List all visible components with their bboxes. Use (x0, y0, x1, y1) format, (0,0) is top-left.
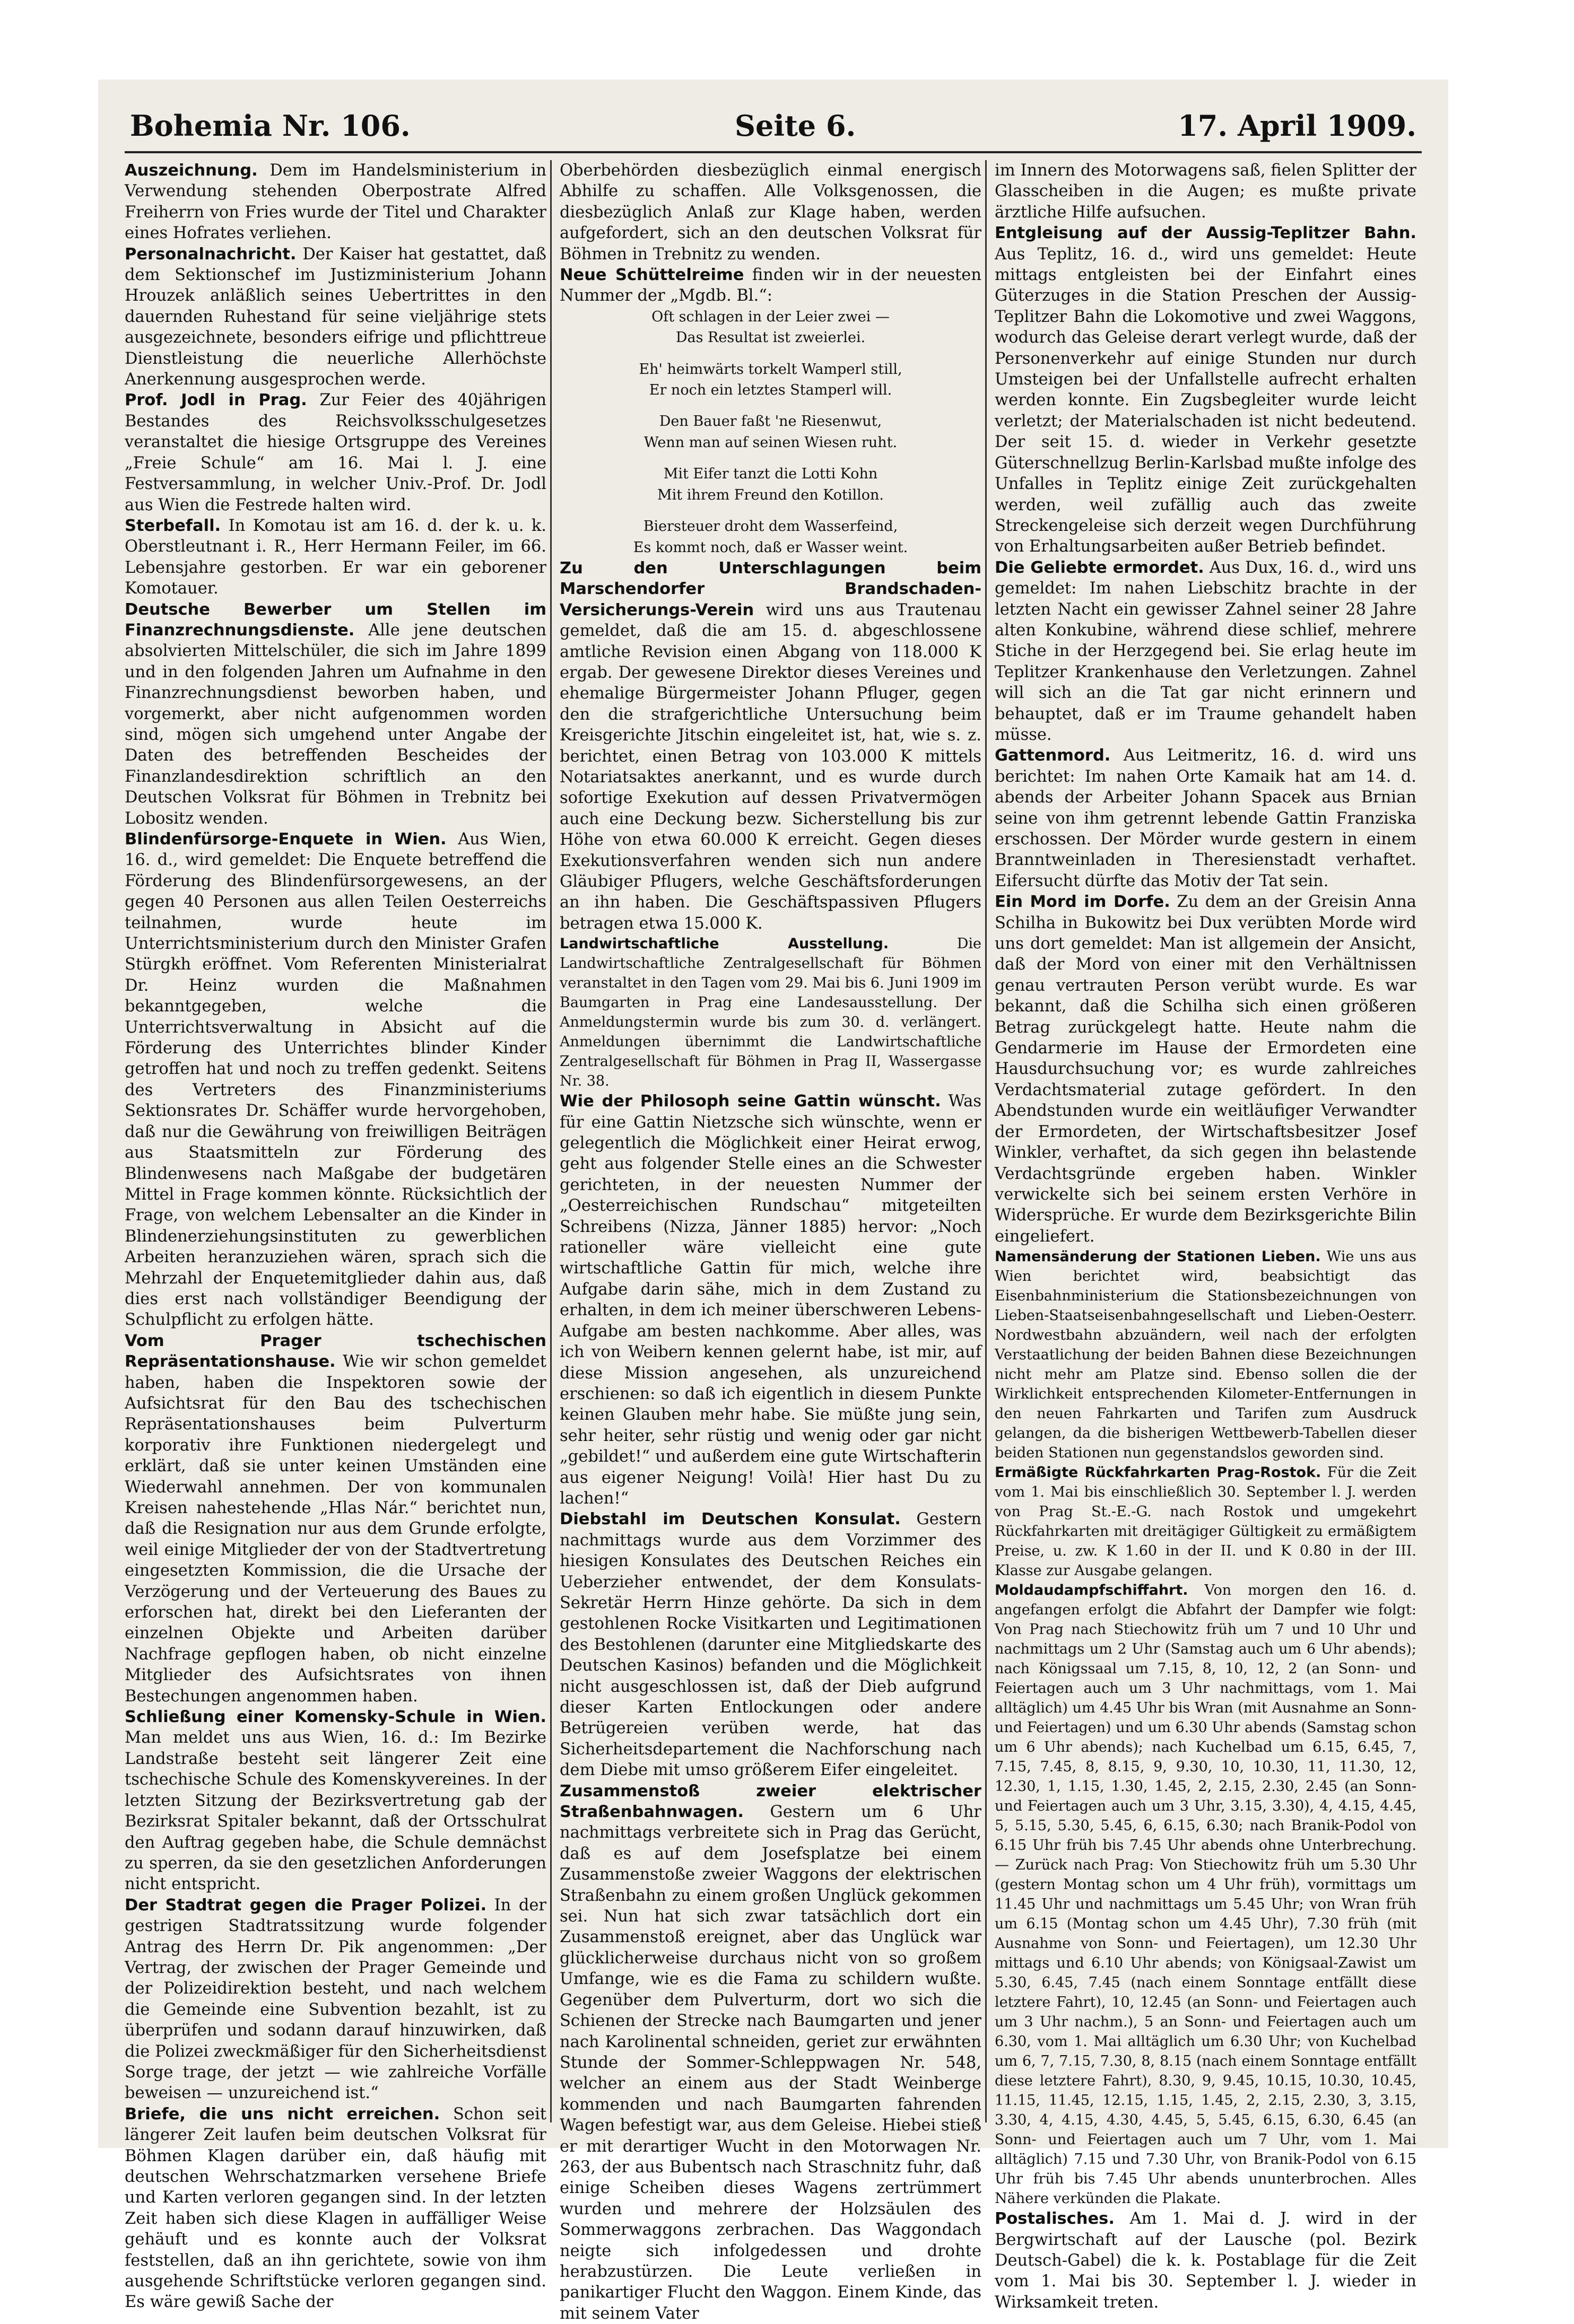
verse-line: Eh' heimwärts torkelt Wamperl still, (639, 361, 902, 378)
article-body: Am 1. Mai d. J. wird in der Bergwirtschaft auf der Lausche (pol. Bezirk Deutsch-Gabel) die k. k. Postablage für die Zeit vom 1. Mai bis 30. September l. J. wieder in Wirksamkeit treten. (995, 2209, 1416, 2312)
article-heading: Wie der Philosoph seine Gattin wünscht. (560, 1092, 941, 1111)
article-body: Aus Leitmeritz, 16. d. wird uns berichtet: Im nahen Orte Kamaik hat am 14. d. abends der Arbeiter Johann Spacek aus Brnian seine von ihm getrennt lebende Gattin Franziska erschossen. Der Mörder wurde gestern in einem Branntweinladen in Theresienstadt verhaftet. Eifersucht dürfte das Motiv der Tat sein. (995, 746, 1416, 890)
article-auszeichnung (125, 160, 546, 244)
article-heading: Namensänderung der Stationen Lieben. (995, 1248, 1321, 1265)
verse-block (560, 307, 981, 558)
verse-line: Den Bauer faßt 'ne Riesenwut, (659, 413, 882, 430)
article-heading: Postalisches. (995, 2209, 1115, 2229)
article-body: Was für eine Gattin Nietzsche sich wünschte, wenn er gelegentlich die Möglichkeit einer Heirat erwog, geht aus folgender Stelle eines an die Schwester gerichteten, in der neuesten Nummer der „Oesterreichischen Rundschau“ mitgeteilten Schreibens (Nizza, Jänner 1885) hervor: „Noch rationeller wäre vielleicht eine gute wirtschaftliche Gattin für mich, welche ihre Aufgabe darin sähe, mich in dem Zustand zu erhalten, in dem ich meiner überschweren Lebens-Aufgabe am besten nachkomme. Aber alles, was ich von Weibern kennen gelernt habe, ist mir, auf diese Mission angesehen, als unzureichend erschienen: so daß ich eigentlich in diesem Punkte keinen Glauben mehr habe. Sie müßte jung sein, sehr heiter, sehr rüstig und wenig oder gar nicht „gebildet!“ und außerdem eine gute Wirtschafterin aus eigener Neigung! Voilà! Hier hast Du zu lachen!“ (560, 1092, 981, 1508)
article-personalnachricht (125, 244, 546, 390)
verse-line: Biersteuer droht dem Wasserfeind, (643, 518, 898, 535)
article-heading: Deutsche Bewerber um Stellen im Finanzrechnungsdienste. (125, 600, 546, 640)
article-philosoph (560, 1091, 981, 1509)
article-heading: Schließung einer Komensky-Schule in Wien. (125, 1708, 546, 1727)
article-mord-im-dorfe (995, 892, 1416, 1247)
column-1 (125, 160, 547, 2312)
article-body: Dem im Handelsministerium in Verwendung stehenden Oberpostrate Alfred Freiherrn von Fries wurde der Titel und Charakter eines Hofrates verliehen. (125, 161, 546, 243)
article-gattenmord (995, 745, 1416, 892)
article-body: Zu dem an der Greisin Anna Schilha in Bukowitz bei Dux verübten Morde wird uns dort gemeldet: Man ist allgemein der Ansicht, daß der Mord von einer mit den Verhältnissen genau vertrauten Person verübt wurde. Es war bekannt, daß die Schilha sich einen größeren Betrag zurückgelegt hatte. Heute nahm die Gendarmerie im Hause der Ermordeten eine Hausdurchsuchung vor; es wurde zahlreiches Verdachtsmaterial zutage gefördert. In den Abendstunden wurde ein weitläufiger Verwandter der Ermordeten, der Wirtschaftsbesitzer Josef Winkler, verhaftet, da sich gegen ihn belastende Verdachtsgründe ergeben haben. Winkler verwickelte sich bei seinem ersten Verhöre in Widersprüche. Er wurde dem Bezirksgerichte Bilin eingeliefert. (995, 893, 1416, 1246)
article-heading: Moldaudampfschiffahrt. (995, 1582, 1188, 1599)
header-page-number: Seite 6. (735, 109, 856, 143)
article-body: Die Landwirtschaftliche Zentralgesellschaft für Böhmen veranstaltet in den Tagen vom 29. Mai bis 6. Juni 1909 im Baumgarten in Prag eine Landesausstellung. Der Anmeldungstermin wurde bis zum 30. d. verlängert. Anmeldungen übernimmt die Landwirtschaftliche Zentralgesellschaft für Böhmen in Prag II, Wassergasse Nr. 38. (560, 936, 981, 1090)
verse-line: Mit ihrem Freund den Kotillon. (657, 486, 884, 503)
article-landwirtschaft (560, 934, 981, 1091)
article-heading: Blindenfürsorge-Enquete in Wien. (125, 830, 447, 849)
article-body: In der gestrigen Stadtratssitzung wurde folgender Antrag des Herrn Dr. Pik angenommen: „Der Vertrag, der zwischen der Prager Gemeinde und der Polizeidirektion besteht, und nach welchem die Gemeinde eine Subvention bezahlt, ist zu überprüfen und sodann darauf hinzuwirken, daß die Polizei zweckmäßiger für den Sicherheitsdienst Sorge trage, der jetzt — wie zahlreiche Vorfälle beweisen — unzureichend ist.“ (125, 1895, 546, 2103)
article-postalisches (995, 2208, 1416, 2313)
article-body: Wie wir schon gemeldet haben, haben die Inspektoren sowie der Aufsichtsrat für den Bau des tschechischen Repräsentationshauses beim Pulverturm korporativ ihre Funktionen niedergelegt und erklärt, daß sie unter keinen Umständen eine Wiederwahl annehmen. Der von kommunalen Kreisen nahestehende „Hlas Nár.“ berichtet nun, daß die Resignation nur aus dem Grunde erfolgte, weil einige Mitglieder der von der Stadtvertretung eingesetzten Kommission, die die Ursache der Verzögerung und der Verteuerung des Baues zu erforschen hat, direkt bei den Lieferanten der einzelnen Objekte und Arbeiten darüber Nachfrage gepflogen haben, ob nicht einzelne Mitglieder des Aufsichtsrates von ihnen Bestechungen angenommen haben. (125, 1352, 546, 1706)
article-heading: Die Geliebte ermordet. (995, 558, 1204, 577)
article-body: Gestern nachmittags wurde aus dem Vorzimmer des hiesigen Konsulates des Deutschen Reiches ein Ueberzieher entwendet, der dem Konsulats-Sekretär Herrn Hinze gehörte. Da sich in dem gestohlenen Rocke Visitkarten und Legitimationen des Bestohlenen (darunter eine Mitgliedskarte des Deutschen Kasinos) befanden und die Möglichkeit nicht ausgeschlossen ist, daß der Dieb aufgrund dieser Karten Entlockungen oder andere Betrügereien verüben werde, hat das Sicherheitsdepartement die Nachforschung nach dem Diebe mit umso größerem Eifer eingeleitet. (560, 1510, 981, 1780)
article-body: finden wir in der neuesten Nummer der „Mgdb. Bl.“: (560, 266, 982, 305)
article-heading: Auszeichnung. (125, 161, 258, 180)
article-blindenfuersorge (125, 829, 546, 1331)
article-moldaudampfschiffahrt (995, 1580, 1416, 2208)
article-schuettelreime (560, 265, 981, 307)
article-body: Schon seit längerer Zeit laufen beim deutschen Volksrat für Böhmen Klagen darüber ein, daß häufig mit deutschen Wehrschatzmarken versehene Briefe und Karten verloren gegangen sind. In der letzten Zeit haben sich diese Klagen in auffälliger Weise gehäuft und es konnte auch der Volksrat feststellen, daß an ihn gerichtete, sowie von ihm ausgehende Schriftstücke verloren gegangen sind. Es wäre gewiß Sache der (125, 2104, 546, 2312)
article-body: Der Kaiser hat gestattet, daß dem Sektionschef im Justizministerium Johann Hrouzek anläßlich seines Uebertrittes in den dauernden Ruhestand für seine vieljährige stets ausgezeichnete, besonders eifrige und pflichttreue Dienstleistung die neuerliche Allerhöchste Anerkennung ausgesprochen werde. (125, 244, 547, 389)
article-heading: Entgleisung auf der Aussig-Teplitzer Bahn. (995, 224, 1416, 243)
column-divider-2 (985, 160, 987, 2122)
article-heading: Ein Mord im Dorfe. (995, 893, 1170, 912)
article-heading: Gattenmord. (995, 746, 1111, 765)
article-continuation: im Innern des Motorwagens saß, fielen Splitter der Glasscheiben in die Augen; es mußte private ärztliche Hilfe aufsuchen. (995, 161, 1416, 222)
article-briefe (125, 2104, 546, 2313)
article-heading: Diebstahl im Deutschen Konsulat. (560, 1510, 901, 1529)
verse-line: Mit Eifer tanzt die Lotti Kohn (663, 466, 878, 483)
article-body: Aus Wien, 16. d., wird gemeldet: Die Enquete betreffend die Förderung des Blindenfürsorgewesens, an der gegen 40 Personen aus allen Teilen Oesterreichs teilnahmen, wurde heute im Unterrichtsministerium durch den Minister Grafen Stürgkh eröffnet. Vom Referenten Ministerialrat Dr. Heinz wurden die Maßnahmen bekanntgegeben, welche die Unterrichtsverwaltung in Absicht auf die Förderung des Unterrichtes blinder Kinder getroffen hat und noch zu treffen gedenkt. Seitens des Vertreters des Finanzministeriums Sektionsrates Dr. Schäffer wurde hervorgehoben, daß nur die Gewährung von freiwilligen Beiträgen aus Staatsmitteln zur Förderung des Blindenwesens nach Maßgabe der budgetären Mittel in Frage kommen könnte. Rücksichtlich der Frage, von welchem Lebensalter an die Kinder in Blindenerziehungsinstituten zu gewerblichen Arbeiten heranzuziehen wären, sprach sich die Mehrzahl der Enquetemitglieder dahin aus, daß dies erst nach vollständiger Beendigung der Schulpflicht zu erfolgen hätte. (125, 830, 546, 1330)
article-body: Aus Teplitz, 16. d., wird uns gemeldet: Heute mittags entgleisten bei der Einfahrt eines Güterzuges in die Station Preschen der Aussig-Teplitzer Bahn die Lokomotive und zwei Waggons, wodurch das Geleise derart verlegt wurde, daß der Personenverkehr auf einige Stunden nur durch Umsteigen bei der Unfallstelle aufrecht erhalten werden konnte. Ein Zugsbegleiter wurde leicht verletzt; der Materialschaden ist nicht bedeutend. Der seit 15. d. wieder in Verkehr gesetzte Güterschnellzug Berlin-Karlsbad mußte infolge des Unfalles in Teplitz einige Zeit zurückgehalten werden, weil zufällig auch das zweite Streckengeleise sich derzeit wegen Durchführung von Erhaltungsarbeiten außer Betrieb befindet. (995, 244, 1416, 556)
article-entgleisung (995, 223, 1416, 557)
article-body: Alle jene deutschen absolvierten Mittelschüler, die sich im Jahre 1899 und in den folgenden Jahren um Aufnahme in den Finanzrechnungsdienst beworben haben, und vorgemerkt, aber nicht aufgenommen worden sind, mögen sich umgehend unter Angabe der Daten des betreffenden Bescheides der Finanzlandesdirektion schriftlich an den Deutschen Volksrat für Böhmen in Trebnitz bei Lobositz wenden. (125, 621, 546, 828)
column-divider-1 (550, 160, 552, 2122)
article-komensky-schule (125, 1707, 546, 1895)
article-body: Von morgen den 16. d. angefangen erfolgt die Abfahrt der Dampfer wie folgt: Von Prag nach Stiechowitz früh um 7 und 10 Uhr und nachmittags um 2 Uhr (Samstag auch um 6 Uhr abends); nach Königssaal um 7.15, 8, 10, 12, 2 (an Sonn- und Feiertagen auch um 3 Uhr nachmittags, vom 1. Mai alltäglich) um 4.45 Uhr bis Wran (mit Ausnahme an Sonn- und Feiertagen) und um 6.30 Uhr abends (Samstag schon um 6 Uhr abends); nach Kuchelbad um 6.15, 6.45, 7, 7.15, 7.45, 8, 8.15, 9, 9.30, 10, 10.30, 11, 11.30, 12, 12.30, 1, 1.15, 1.30, 1.45, 2, 2.15, 2.30, 2.45 (an Sonn- und Feiertagen auch um 3 Uhr, 3.15, 3.30), 4, 4.15, 4.45, 5, 5.15, 5.30, 5.45, 6, 6.15, 6.30; nach Branik-Podol von 6.15 Uhr früh bis 7.45 Uhr abends ohne Unterbrechung. — Zurück nach Prag: Von Stiechowitz früh um 5.30 Uhr (gestern Montag schon um 4 Uhr früh), vormittags um 11.45 Uhr und nachmittags um 5.45 Uhr; von Wran früh um 6.15 (Montag schon um 4.45 Uhr), 7.30 früh (mit Ausnahme von Sonn- und Feiertagen), um 12.30 Uhr mittags und 6.10 Uhr abends; von Königsaal-Zawist um 5.30, 6.45, 7.45 (nach einem Sonntage entfällt diese letztere Fahrt), 10, 12.45 (an Sonn- und Feiertagen auch um 3 Uhr nachm.), 5 an Sonn- und Feiertagen auch um 6.30, vom 1. Mai alltäglich um 6.30 Uhr; von Kuchelbad um 6, 7, 7.15, 7.30, 8, 8.15 (nach einem Sonntage entfällt diese letztere Fahrt), 8.30, 9, 9.45, 10.15, 10.30, 10.45, 11.15, 11.45, 12.15, 1.15, 1.45, 2, 2.15, 2.30, 3, 3.15, 3.30, 4, 4.15, 4.30, 4.45, 5, 5.45, 6.15, 6.30, 6.45 (an Sonn- und Feiertagen auch um 7 Uhr, vom 1. Mai alltäglich) 7.15 und 7.30 Uhr, von Branik-Podol von 6.15 Uhr früh bis 7.45 Uhr abends ununterbrochen. Alles Nähere verkünden die Plakate. (995, 1582, 1416, 2207)
verse-line: Wenn man auf seinen Wiesen ruht. (643, 434, 898, 451)
article-body: Zur Feier des 40jährigen Bestandes des Reichsvolksschulgesetzes veranstaltet die hiesige Ortsgruppe des Vereines „Freie Schule“ am 16. Mai l. J. eine Festversammlung, in welcher Univ.-Prof. Dr. Jodl aus Wien die Festrede halten wird. (125, 391, 546, 514)
header-rule (125, 151, 1422, 153)
article-heading: Der Stadtrat gegen die Prager Polizei. (125, 1895, 487, 1915)
article-repraesentationshaus (125, 1331, 546, 1707)
article-geliebte-ermordet (995, 557, 1416, 746)
newspaper-page (98, 80, 1448, 2323)
article-heading: Prof. Jodl in Prag. (125, 391, 307, 410)
column-2 (560, 160, 982, 2323)
article-body: In Komotau ist am 16. d. der k. u. k. Oberstleutnant i. R., Herr Hermann Feiler, im 66. Lebensjahre gestorben. Er war ein geborener Komotauer. (125, 516, 546, 598)
article-sterbefall (125, 516, 546, 599)
column-3 (995, 160, 1416, 2312)
article-finanzrechnungsdienst (125, 599, 546, 829)
article-heading: Zusammenstoß zweier elektrischer Straßenbahnwagen. (560, 1781, 981, 1822)
article-heading: Neue Schüttelreime (560, 266, 744, 285)
article-heading: Zu den Unterschlagungen beim Marschendorfer Brandschaden-Versicherungs-Verein (560, 558, 981, 619)
article-rueckfahrkarten (995, 1463, 1416, 1580)
article-heading: Personalnachricht. (125, 244, 297, 264)
article-heading: Sterbefall. (125, 516, 221, 535)
article-body: Gestern um 6 Uhr nachmittags verbreitete sich in Prag das Gerücht, daß es auf dem Josefsplatze bei einem Zusammenstoße zweier Waggons der elektrischen Straßenbahn zu einem großen Unglück gekommen sei. Nun hat sich zwar tatsächlich dort ein Zusammenstoß ereignet, aber das Unglück war glücklicherweise durchaus nicht von so großem Umfange, wie es die Fama zu schildern wußte. Gegenüber dem Pulverturm, dort wo sich die Schienen der Strecke nach Baumgarten und jener nach Karolinental schneiden, geriet zur erwähnten Stunde der Sommer-Schleppwagen Nr. 548, welcher an einem aus der Stadt Weinberge kommenden und nach Baumgarten fahrenden Wagen befestigt war, aus dem Geleise. Hiebei stieß er mit derartiger Wucht in den Motorwagen Nr. 263, der aus Bubentsch nach Straschnitz fuhr, daß einige Scheiben dieses Wagens zertrümmert wurden und mehrere der Holzsäulen des Sommerwaggons zerbrachen. Das Waggondach neigte sich infolgedessen und drohte herabzustürzen. Die Leute verließen in panikartiger Flucht den Waggon. Einem Kinde, das mit seinem Vater (560, 1803, 981, 2323)
article-body: Man meldet uns aus Wien, 16. d.: Im Bezirke Landstraße besteht seit längerer Zeit eine tschechische Schule des Komenskyvereines. In der letzten Sitzung der Bezirksvertretung gab der Bezirksrat Spitaler bekannt, daß der Ortsschulrat den Auftrag gegeben habe, die Schule demnächst zu sperren, da sie den gesetzlichen Anforderungen nicht entspricht. (125, 1728, 546, 1894)
article-body: wird uns aus Trautenau gemeldet, daß die am 15. d. abgeschlossene amtliche Revision einen Abgang von 118.000 K ergab. Der gewesene Direktor dieses Vereines und ehemalige Bürgermeister Johann Pfluger, gegen den die strafgerichtliche Untersuchung beim Kreisgerichte Jitschin eingeleitet ist, hat, wie s. z. berichtet, einen Betrag von 103.000 K mittels Notariatsaktes anerkannt, und es wurde durch sofortige Exekution auf dessen Privatvermögen auch eine Deckung bezw. Sicherstellung bis zur Höhe von etwa 60.000 K erreicht. Gegen dieses Exekutionsverfahren wenden sich nun andere Gläubiger Pflugers, welche Geschäftsforderungen an ihn haben. Die Geschäftspassiven Pflugers betragen etwa 15.000 K. (560, 600, 981, 933)
verse-line: Oft schlagen in der Leier zwei — (651, 308, 890, 325)
article-stadtrat-polizei (125, 1895, 546, 2104)
article-prof-jodl (125, 390, 546, 515)
article-continuation: Oberbehörden diesbezüglich einmal energisch Abhilfe zu schaffen. Alle Volksgenossen, die diesbezüglich Anlaß zur Klage haben, werden aufgefordert, sich an den deutschen Volksrat für Böhmen in Trebnitz zu wenden. (560, 161, 981, 264)
article-zusammenstoss (560, 1781, 981, 2324)
article-body: Aus Dux, 16. d., wird uns gemeldet: Im nahen Liebschitz brachte in der letzten Nacht ein gewisser Zahnel seiner 28 Jahre alten Konkubine, während diese schlief, mehrere Stiche in der Herzgegend bei. Sie erlag heute im Teplitzer Krankenhause den Verletzungen. Zahnel will sich an die Tat gar nicht erinnern und behauptet, daß er im Traume gehandelt haben müsse. (995, 558, 1416, 744)
header-title: Bohemia Nr. 106. (130, 109, 411, 143)
article-namensaenderung (995, 1247, 1416, 1463)
article-diebstahl (560, 1509, 981, 1780)
article-heading: Vom Prager tschechischen Repräsentationshause. (125, 1331, 546, 1371)
article-heading: Briefe, die uns nicht erreichen. (125, 2104, 440, 2124)
verse-line: Das Resultat ist zweierlei. (675, 329, 866, 346)
article-unterschlagungen (560, 558, 981, 934)
verse-line: Er noch ein letztes Stamperl will. (649, 382, 892, 399)
verse-line: Es kommt noch, daß er Wasser weint. (633, 539, 908, 556)
article-body: Wie uns aus Wien berichtet wird, beabsichtigt das Eisenbahnministerium die Stationsbezeichnungen von Lieben-Staatseisenbahngesellschaft und Lieben-Oesterr. Nordwestbahn abzuändern, weil nach der erfolgten Verstaatlichung der beiden Bahnen diese Bezeichnungen nicht mehr am Platze sind. Ebenso sollen die der Wirklichkeit entsprechenden Kilometer-Entfernungen in den neuen Fahrkarten und Tarifen zum Ausdruck gelangen, da die bisherigen Wettbewerb-Tabellen dieser beiden Stationen nun gegenstandslos geworden sind. (995, 1248, 1416, 1462)
article-heading: Landwirtschaftliche Ausstellung. (560, 936, 889, 953)
article-heading: Ermäßigte Rückfahrkarten Prag-Rostok. (995, 1464, 1321, 1481)
header-date: 17. April 1909. (1178, 109, 1416, 143)
article-body: Für die Zeit vom 1. Mai bis einschließlich 30. September l. J. werden von Prag St.-E.-G. nach Rostok und umgekehrt Rückfahrkarten mit dreitägiger Gültigkeit zu ermäßigtem Preise, u. zw. K 1.60 in der II. und K 0.80 in der III. Klasse zur Ausgabe gelangen. (995, 1464, 1416, 1579)
page-header (130, 103, 1416, 151)
